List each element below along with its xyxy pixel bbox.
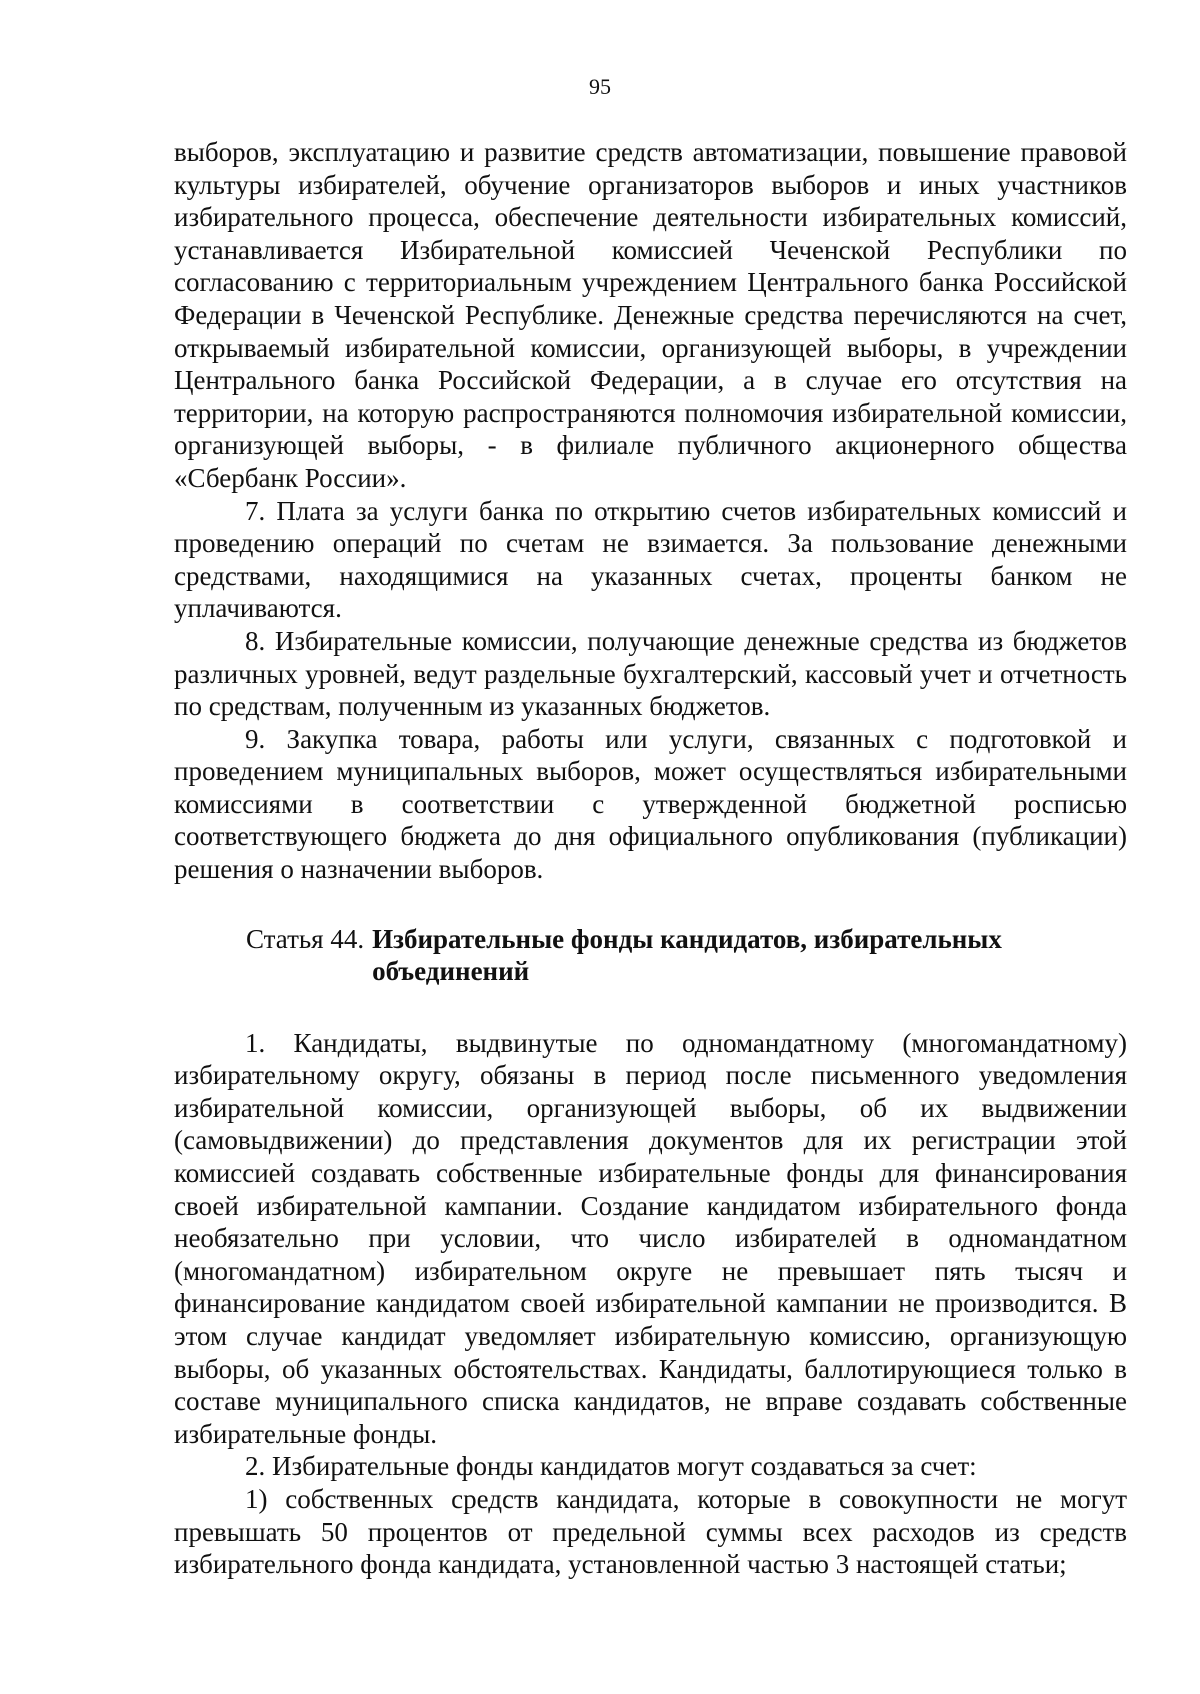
paragraph-item-8: 8. Избирательные комиссии, получающие денежные средства из бюджетов различных уровней, ведут раздельные бухгалтерский, кассовый учет и отчетность по средствам, полученным из указанных бюджетов.: [174, 625, 1127, 722]
article-number: Статья 44.: [246, 923, 365, 954]
paragraph-subitem-1: 1) собственных средств кандидата, которые в совокупности не могут превышать 50 процентов от предельной суммы всех расходов из средств избирательного фонда кандидата, установленной частью 3 настоящей статьи;: [174, 1483, 1127, 1580]
paragraph-item-9: 9. Закупка товара, работы или услуги, связанных с подготовкой и проведением муниципальных выборов, может осуществляться избирательными комиссиями в соответствии с утвержденной бюджетной росписью соответствующего бюджета до дня официального опубликования (публикации) решения о назначении выборов.: [174, 723, 1127, 885]
paragraph-item-7: 7. Плата за услуги банка по открытию счетов избирательных комиссий и проведению операций по счетам не взимается. За пользование денежными средствами, находящимися на указанных счетах, проценты банком не уплачиваются.: [174, 495, 1127, 624]
paragraph-part-2: 2. Избирательные фонды кандидатов могут создаваться за счет:: [245, 1451, 977, 1482]
article-heading: [174, 923, 1127, 987]
page-number: 95: [589, 74, 611, 99]
paragraph-part-1: 1. Кандидаты, выдвинутые по одномандатному (многомандатному) избирательному округу, обязаны в период после письменного уведомления избирательной комиссии, организующей выборы, об их выдвижении (самовыдвижении) до представления документов для их регистрации этой комиссией создавать собственные избирательные фонды для финансирования своей избирательной кампании. Создание кандидатом избирательного фонда необязательно при условии, что число избирателей в одномандатном (многомандатном) избирательном округе не превышает пять тысяч и финансирование кандидатом своей избирательной кампании не производится. В этом случае кандидат уведомляет избирательную комиссию, организующую выборы, об указанных обстоятельствах. Кандидаты, баллотирующиеся только в составе муниципального списка кандидатов, не вправе создавать собственные избирательные фонды.: [174, 1027, 1127, 1449]
paragraph-continuation: выборов, эксплуатацию и развитие средств автоматизации, повышение правовой культуры избирателей, обучение организаторов выборов и иных участников избирательного процесса, обеспечение деятельности избирательных комиссий, устанавливается Избирательной комиссией Чеченской Республики по согласованию с территориальным учреждением Центрального банка Российской Федерации в Чеченской Республике. Денежные средства перечисляются на счет, открываемый избирательной комиссии, организующей выборы, в учреждении Центрального банка Российской Федерации, а в случае его отсутствия на территории, на которую распространяются полномочия избирательной комиссии, организующей выборы, - в филиале публичного акционерного общества «Сбербанк России».: [174, 137, 1127, 493]
article-title: Избирательные фонды кандидатов, избирательных объединений: [372, 923, 1002, 986]
document-body: [174, 136, 1127, 1581]
